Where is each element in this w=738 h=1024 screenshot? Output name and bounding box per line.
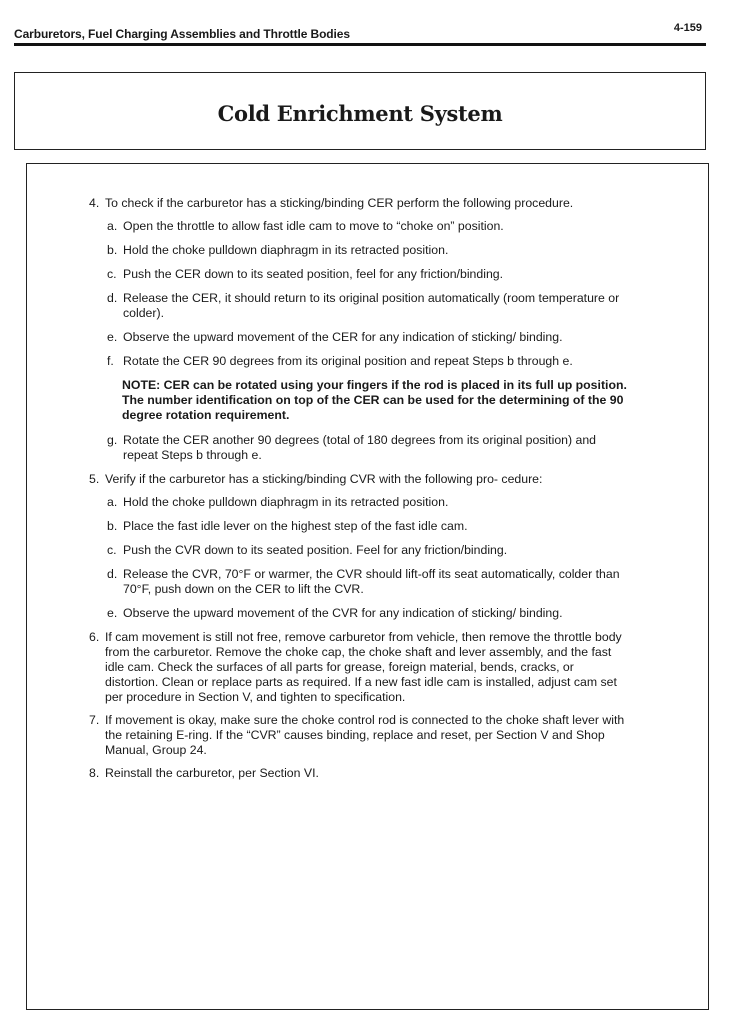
substep-4e: [107, 330, 629, 345]
header-title: Carburetors, Fuel Charging Assemblies and Throttle Bodies: [14, 27, 350, 41]
substep-letter: b.: [107, 519, 118, 533]
substep-text: Place the fast idle lever on the highest step of the fast idle cam.: [123, 519, 468, 533]
substep-text: Rotate the CER 90 degrees from its original position and repeat Steps b through e.: [123, 354, 573, 368]
substep-4g: [107, 433, 629, 463]
substep-5c: [107, 543, 629, 558]
substep-text: Rotate the CER another 90 degrees (total of 180 degrees from its original position) and repeat Steps b through e.: [123, 433, 597, 462]
substep-text: Open the throttle to allow fast idle cam to move to “choke on” position.: [123, 219, 504, 233]
step-number: 5.: [89, 472, 100, 486]
substep-letter: d.: [107, 291, 118, 305]
step-number: 7.: [89, 713, 100, 727]
substep-text: Observe the upward movement of the CER for any indication of sticking/ binding.: [123, 330, 563, 344]
substep-text: Release the CVR, 70°F or warmer, the CVR should lift-off its seat automatically, colder than 70°F, push down on the CER to lift the CVR.: [123, 567, 620, 596]
substep-5e: [107, 606, 629, 621]
substep-letter: f.: [107, 354, 114, 368]
substep-5b: [107, 519, 629, 534]
substep-4d: [107, 291, 629, 321]
substep-letter: a.: [107, 219, 118, 233]
step-text: If movement is okay, make sure the choke control rod is connected to the choke shaft lever with the retaining E-ring. If the “CVR” causes binding, replace and reset, per Section V and Shop Manual, Group 24.: [105, 713, 625, 757]
substep-letter: c.: [107, 267, 117, 281]
substep-5d: [107, 567, 629, 597]
substep-4a: [107, 219, 629, 234]
substep-4f: [107, 354, 629, 369]
substep-letter: b.: [107, 243, 118, 257]
step-text: To check if the carburetor has a sticking/binding CER perform the following procedure.: [105, 196, 574, 210]
step-number: 8.: [89, 766, 100, 780]
substep-4c: [107, 267, 629, 282]
step-text: If cam movement is still not free, remove carburetor from vehicle, then remove the throttle body from the carburetor. Remove the choke cap, the choke shaft and lever assembly, and the fast idle cam. Check the surfaces of all parts for grease, foreign material, bends, cracks, or distortion. Clean or replace parts as required. If a new fast idle cam is installed, adjust cam set per procedure in Section V, and tighten to specification.: [105, 630, 622, 704]
step-number: 6.: [89, 630, 100, 644]
step-5: [89, 472, 629, 621]
substep-letter: a.: [107, 495, 118, 509]
substep-text: Hold the choke pulldown diaphragm in its retracted position.: [123, 495, 449, 509]
step-text: Reinstall the carburetor, per Section VI.: [105, 766, 319, 780]
step-text: Verify if the carburetor has a sticking/binding CVR with the following pro- cedure:: [105, 472, 543, 486]
substep-text: Observe the upward movement of the CVR for any indication of sticking/ binding.: [123, 606, 563, 620]
step-6: [89, 630, 629, 705]
substep-text: Push the CVR down to its seated position. Feel for any friction/binding.: [123, 543, 508, 557]
step-4: [89, 196, 629, 463]
note-text: NOTE: CER can be rotated using your fingers if the rod is placed in its full up position. The number identification on top of the CER can be used for the determining of the 90 degree rotation requirement.: [122, 378, 627, 422]
page-number: 4-159: [673, 22, 702, 34]
substep-text: Release the CER, it should return to its original position automatically (room temperature or colder).: [123, 291, 620, 320]
header-rule: [14, 43, 706, 46]
procedure-steps: [89, 196, 629, 789]
page-header: [14, 22, 706, 46]
step-8: [89, 766, 629, 781]
substep-letter: c.: [107, 543, 117, 557]
substep-letter: e.: [107, 606, 118, 620]
substep-text: Hold the choke pulldown diaphragm in its retracted position.: [123, 243, 449, 257]
substep-letter: e.: [107, 330, 118, 344]
substep-letter: g.: [107, 433, 118, 447]
step-number: 4.: [89, 196, 100, 210]
substep-4b: [107, 243, 629, 258]
section-title-box: [14, 72, 706, 150]
substep-5a: [107, 495, 629, 510]
step-7: [89, 713, 629, 758]
content-box: [26, 163, 709, 1010]
section-title: Cold Enrichment System: [217, 101, 503, 126]
substep-letter: d.: [107, 567, 118, 581]
substep-text: Push the CER down to its seated position, feel for any friction/binding.: [123, 267, 504, 281]
